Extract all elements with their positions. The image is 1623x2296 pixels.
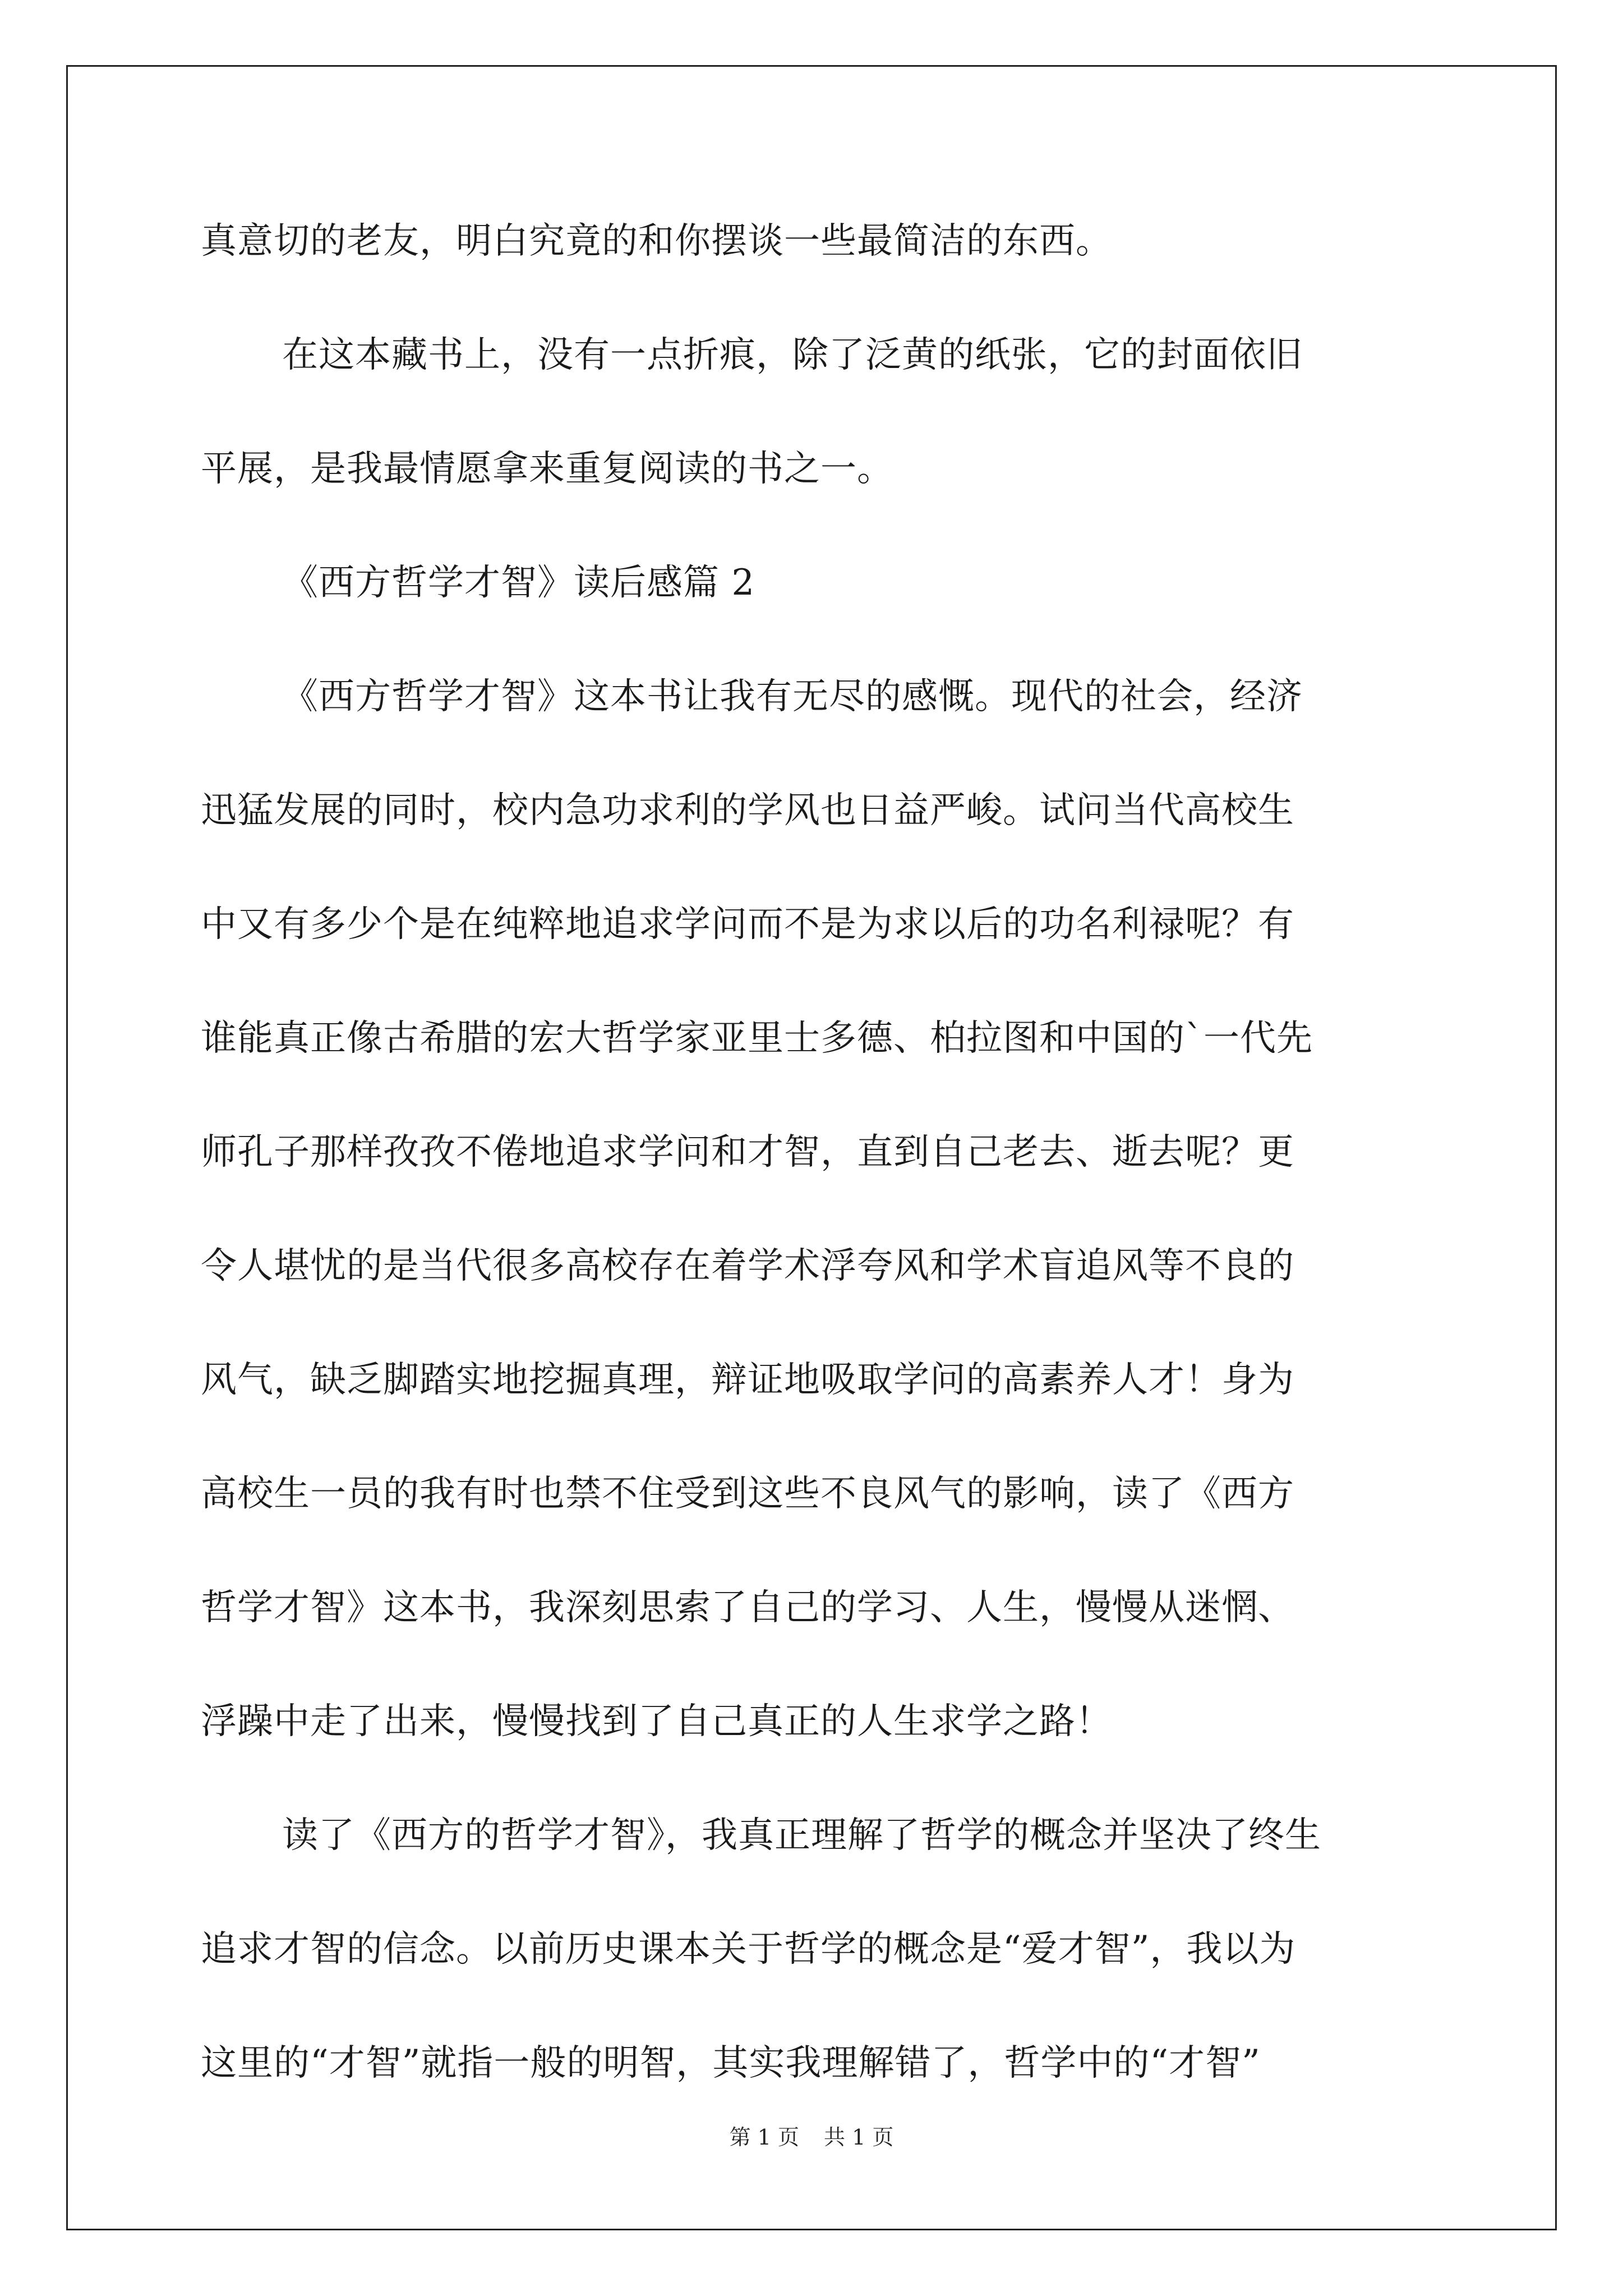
text-line: 浮躁中走了出来，慢慢找到了自己真正的人生求学之路！ — [201, 1701, 1112, 1742]
text-line: 真意切的老友，明白究竟的和你摆谈一些最简洁的东西。 — [201, 220, 1112, 262]
text-line: 《西方哲学才智》这本书让我有无尽的感慨。现代的社会，经济 — [282, 676, 1303, 717]
text-line: 风气，缺乏脚踏实地挖掘真理，辩证地吸取学问的高素养人才！身为 — [201, 1359, 1294, 1401]
text-line: 师孔子那样孜孜不倦地追求学问和才智，直到自己老去、逝去呢？更 — [201, 1131, 1294, 1173]
text-line: 追求才智的信念。以前历史课本关于哲学的概念是“爱才智”，我以为 — [201, 1929, 1296, 1970]
text-line: 中又有多少个是在纯粹地追求学问而不是为求以后的功名利禄呢？有 — [201, 904, 1294, 945]
text-line: 令人堪忧的是当代很多高校存在着学术浮夸风和学术盲追风等不良的 — [201, 1245, 1294, 1287]
text-line: 谁能真正像古希腊的宏大哲学家亚里士多德、柏拉图和中国的`一代先 — [201, 1018, 1313, 1059]
text-line: 哲学才智》这本书，我深刻思索了自己的学习、人生，慢慢从迷惘、 — [201, 1587, 1294, 1628]
text-line: 读了《西方的哲学才智》，我真正理解了哲学的概念并坚决了终生 — [282, 1815, 1321, 1856]
text-line: 迅猛发展的同时，校内急功求利的学风也日益严峻。试问当代高校生 — [201, 790, 1294, 831]
page-total: 共 1 页 — [824, 2125, 894, 2150]
text-line: 平展，是我最情愿拿来重复阅读的书之一。 — [201, 448, 893, 490]
section-heading: 《西方哲学才智》读后感篇 2 — [282, 562, 755, 604]
text-line: 在这本藏书上，没有一点折痕，除了泛黄的纸张，它的封面依旧 — [282, 334, 1303, 376]
text-line: 高校生一员的我有时也禁不住受到这些不良风气的影响，读了《西方 — [201, 1473, 1294, 1515]
page-number: 第 1 页 — [729, 2125, 799, 2150]
text-line: 这里的“才智”就指一般的明智，其实我理解错了，哲学中的“才智” — [201, 2042, 1261, 2084]
page-footer — [0, 2120, 1623, 2154]
